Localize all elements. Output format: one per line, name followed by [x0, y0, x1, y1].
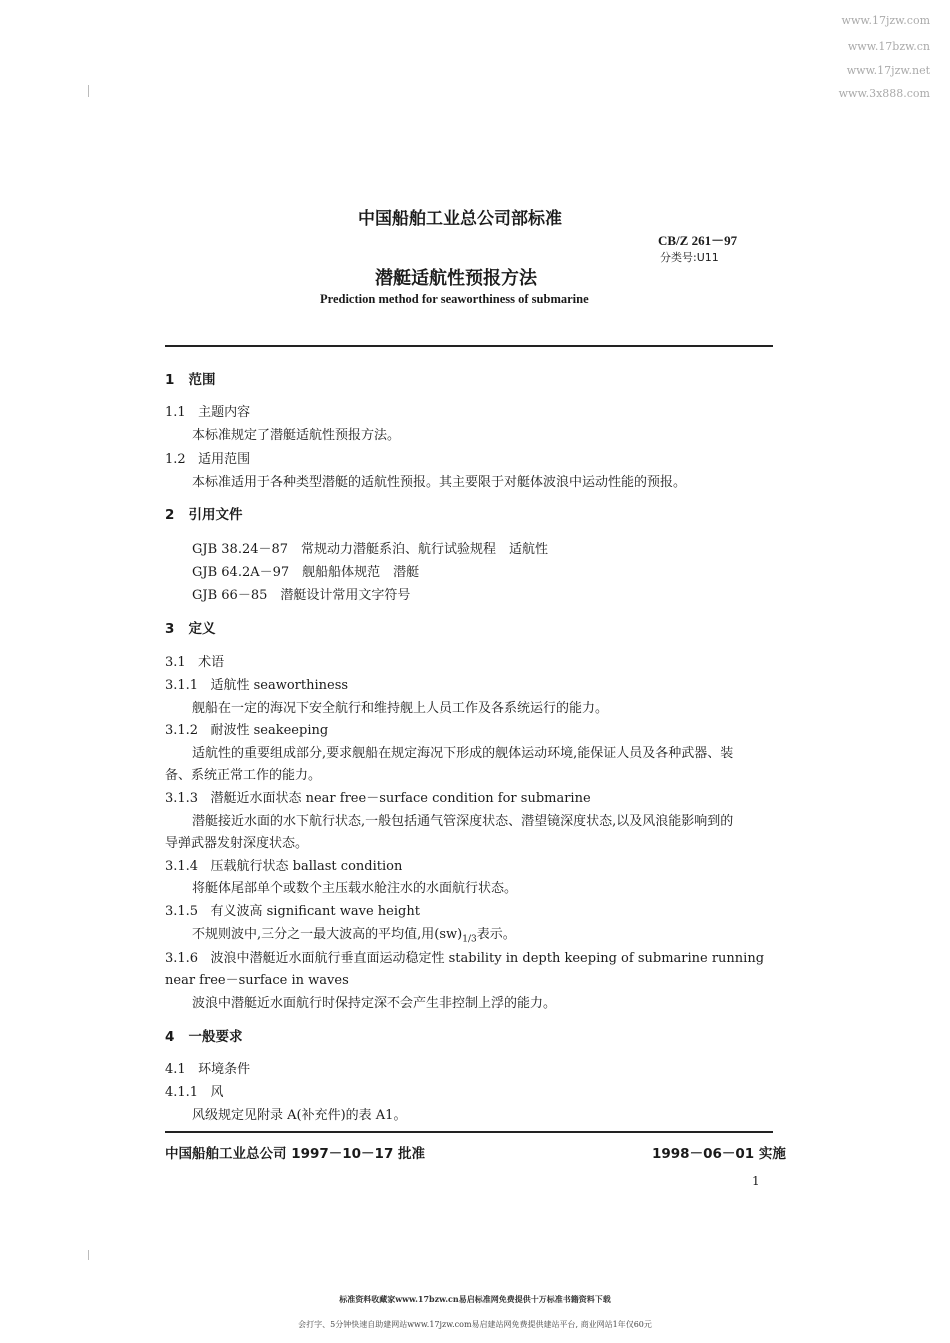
clause-title: 主题内容	[198, 405, 251, 420]
clause-number: 3.1.2	[165, 723, 199, 738]
section-number: 4	[165, 1029, 175, 1045]
clause-title: 耐波性 seakeeping	[210, 723, 329, 738]
header-divider	[165, 345, 773, 347]
clause-title: 有义波高 significant wave height	[210, 904, 420, 919]
clause-text-main: 不规则波中,三分之一最大波高的平均值,用(sw)	[192, 927, 463, 942]
section-title: 一般要求	[188, 1029, 243, 1045]
clause-title: 风	[210, 1085, 224, 1100]
section-title: 定义	[188, 621, 216, 637]
clause-title: 适用范围	[198, 452, 251, 467]
watermark-line: www.17jzw.net	[846, 64, 930, 77]
section-heading	[165, 371, 216, 389]
clause-heading	[165, 903, 420, 921]
section-title: 范围	[188, 372, 216, 388]
clause-heading	[165, 451, 250, 469]
page-number: 1	[752, 1174, 760, 1188]
clause-number: 1.1	[165, 405, 186, 420]
clause-heading	[165, 404, 250, 422]
section-number: 2	[165, 507, 175, 523]
document-title-en: Prediction method for seaworthiness of submarine	[320, 292, 589, 306]
section-number: 1	[165, 372, 175, 388]
site-banner-line: 标准资料收藏家www.17bzw.cn易启标准网免费提供十万标准书籍资料下载	[339, 1294, 611, 1304]
clause-number: 4.1	[165, 1062, 186, 1077]
clause-number: 3.1.6	[165, 951, 199, 966]
clause-heading	[165, 722, 328, 740]
clause-number: 3.1	[165, 655, 186, 670]
clause-text: 波浪中潜艇近水面航行时保持定深不会产生非控制上浮的能力。	[192, 996, 557, 1011]
clause-heading	[165, 858, 402, 876]
clause-title: 适航性 seaworthiness	[210, 678, 349, 693]
watermark-line: www.17jzw.com	[841, 14, 930, 27]
clause-number: 1.2	[165, 452, 186, 467]
clause-title: 潜艇近水面状态 near free－surface condition for submarine	[210, 791, 591, 806]
clause-title: 波浪中潜艇近水面航行垂直面运动稳定性 stability in depth keeping of submarine running	[210, 951, 765, 966]
clause-heading	[165, 654, 224, 672]
reference-item: GJB 66－85 潜艇设计常用文字符号	[192, 588, 411, 603]
clause-text	[192, 926, 516, 949]
section-title: 引用文件	[188, 507, 243, 523]
clause-title: 术语	[198, 655, 225, 670]
reference-item: GJB 38.24－87 常规动力潜艇系泊、航行试验规程 适航性	[192, 542, 549, 557]
clause-number: 4.1.1	[165, 1085, 199, 1100]
clause-text: 风级规定见附录 A(补充件)的表 A1。	[192, 1108, 407, 1123]
clause-text: 潜艇接近水面的水下航行状态,一般包括通气管深度状态、潜望镜深度状态,以及风浪能影响到的	[192, 814, 734, 829]
watermark-line: www.3x888.com	[838, 87, 930, 100]
clause-heading	[165, 677, 348, 695]
effective-date: 1998－06－01 实施	[652, 1146, 786, 1162]
clause-heading	[165, 950, 764, 968]
subscript-one-third: 1/3	[462, 934, 477, 945]
section-number: 3	[165, 621, 175, 637]
standard-organization: 中国船舶工业总公司部标准	[358, 209, 562, 229]
document-title-cn: 潜艇适航性预报方法	[375, 268, 537, 289]
clause-text: 备、系统正常工作的能力。	[165, 768, 322, 783]
site-banner-line: 会打字、5分钟快速自助建网站www.17jzw.com易启建站网免费提供建站平台, 商业网站1年仅60元	[298, 1320, 652, 1329]
scan-edge-mark	[88, 85, 89, 97]
section-heading	[165, 620, 216, 638]
clause-heading	[165, 790, 591, 808]
clause-number: 3.1.5	[165, 904, 199, 919]
clause-text: 导弹武器发射深度状态。	[165, 836, 309, 851]
clause-text: 本标准适用于各种类型潜艇的适航性预报。其主要限于对艇体波浪中运动性能的预报。	[192, 475, 687, 490]
standard-code: CB/Z 261－97	[658, 233, 738, 248]
clause-heading	[165, 1084, 224, 1102]
approval-statement: 中国船舶工业总公司 1997－10－17 批准	[165, 1146, 426, 1162]
clause-number: 3.1.4	[165, 859, 199, 874]
clause-title-continued: near free－surface in waves	[165, 973, 349, 988]
scan-edge-mark	[88, 1250, 89, 1260]
clause-number: 3.1.1	[165, 678, 199, 693]
footer-divider	[165, 1131, 773, 1133]
clause-text-end: 表示。	[476, 927, 516, 942]
watermark-line: www.17bzw.cn	[847, 40, 930, 53]
section-heading	[165, 506, 243, 524]
clause-text: 适航性的重要组成部分,要求舰船在规定海况下形成的舰体运动环境,能保证人员及各种武器、装	[192, 746, 734, 761]
section-heading	[165, 1028, 243, 1046]
clause-text: 本标准规定了潜艇适航性预报方法。	[192, 428, 401, 443]
classification-number: 分类号:U11	[660, 251, 719, 264]
clause-text: 将艇体尾部单个或数个主压载水舱注水的水面航行状态。	[192, 881, 518, 896]
clause-title: 压载航行状态 ballast condition	[210, 859, 403, 874]
clause-title: 环境条件	[198, 1062, 251, 1077]
clause-heading	[165, 1061, 250, 1079]
clause-text: 舰船在一定的海况下安全航行和维持舰上人员工作及各系统运行的能力。	[192, 701, 609, 716]
reference-item: GJB 64.2A－97 舰船船体规范 潜艇	[192, 565, 420, 580]
clause-number: 3.1.3	[165, 791, 199, 806]
